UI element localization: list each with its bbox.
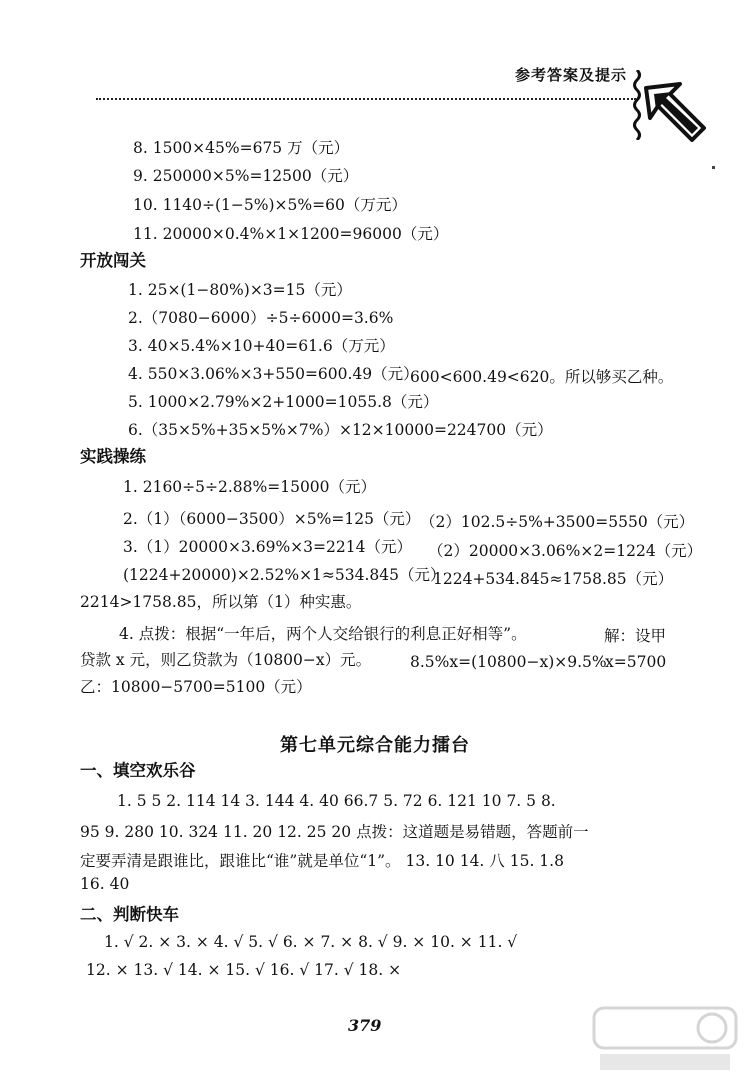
answer-equation: x=5700 [605, 653, 667, 671]
answer-line: 10. 1140÷(1−5%)×5%=60（万元） [133, 196, 407, 214]
answer-line: 16. 40 [80, 875, 130, 893]
answer-line: 5. 1000×2.79%×2+1000=1055.8（元） [128, 393, 439, 411]
answer-line: (1224+20000)×2.52%×1≈534.845（元） [123, 566, 446, 584]
part-heading: 二、判断快车 [80, 905, 179, 924]
answer-line: 4. 点拨：根据“一年后，两个人交给银行的利息正好相等”。 [119, 625, 527, 643]
scan-mark [712, 166, 715, 169]
answer-line: 3. 40×5.4%×10+40=61.6（万元） [128, 337, 395, 355]
answer-line: 乙：10800−5700=5100（元） [80, 678, 312, 696]
page-number: 379 [348, 1016, 382, 1035]
answer-line: 2214>1758.85，所以第（1）种实惠。 [80, 593, 362, 611]
unit-title: 第七单元综合能力擂台 [280, 735, 470, 756]
answer-line: 1. 5 5 2. 114 14 3. 144 4. 40 66.7 5. 72 6. 121 10 7. 5 8. [117, 792, 556, 810]
answer-line: 解：设甲 [604, 627, 667, 645]
answer-line: （2）102.5÷5%+3500=5550（元） [420, 513, 695, 531]
answer-line: 3.（1）20000×3.69%×3=2214（元） [123, 538, 412, 556]
answer-line: 1224+534.845≈1758.85（元） [433, 570, 674, 588]
answer-line: （2）20000×3.06%×2=1224（元） [428, 542, 703, 560]
answer-line: 1. √ 2. × 3. × 4. √ 5. √ 6. × 7. × 8. √ 9. × 10. × 11. √ [104, 933, 518, 951]
answer-note: 600<600.49<620。所以够买乙种。 [410, 368, 674, 386]
answer-line: 1. 2160÷5÷2.88%=15000（元） [123, 478, 377, 496]
part-heading: 一、填空欢乐谷 [80, 761, 196, 780]
answer-line: 9. 250000×5%=12500（元） [133, 167, 359, 185]
answer-line: 1. 25×(1−80%)×3=15（元） [128, 281, 352, 299]
answer-line: 贷款 x 元，则乙贷款为（10800−x）元。 [80, 651, 372, 669]
answer-line: 4. 550×3.06%×3+550=600.49（元） [128, 365, 419, 383]
answer-line: 6.（35×5%+35×5%×7%）×12×10000=224700（元） [128, 421, 553, 439]
header-divider [96, 98, 636, 100]
answer-line: 2.（1）（6000−3500）×5%=125（元） [123, 510, 421, 528]
answer-line: 95 9. 280 10. 324 11. 20 12. 25 20 点拨：这道题是易错题，答题前一 [80, 823, 589, 841]
section-heading: 开放闯关 [80, 251, 146, 270]
answer-line: 2.（7080−6000）÷5÷6000=3.6% [128, 309, 394, 327]
answer-line: 定要弄清是跟谁比，跟谁比“谁”就是单位“1”。 13. 10 14. 八 15. 1.8 [80, 852, 564, 870]
arrow-icon [640, 78, 710, 148]
answer-line: 11. 20000×0.4%×1×1200=96000（元） [133, 225, 449, 243]
header-title: 参考答案及提示 [515, 66, 628, 84]
watermark-logo [590, 1004, 740, 1076]
answer-equation: 8.5%x=(10800−x)×9.5% [410, 653, 607, 671]
section-heading: 实践操练 [80, 447, 146, 466]
answer-line: 12. × 13. √ 14. × 15. √ 16. √ 17. √ 18. × [86, 961, 402, 979]
answer-line: 8. 1500×45%=675 万（元） [133, 139, 350, 157]
